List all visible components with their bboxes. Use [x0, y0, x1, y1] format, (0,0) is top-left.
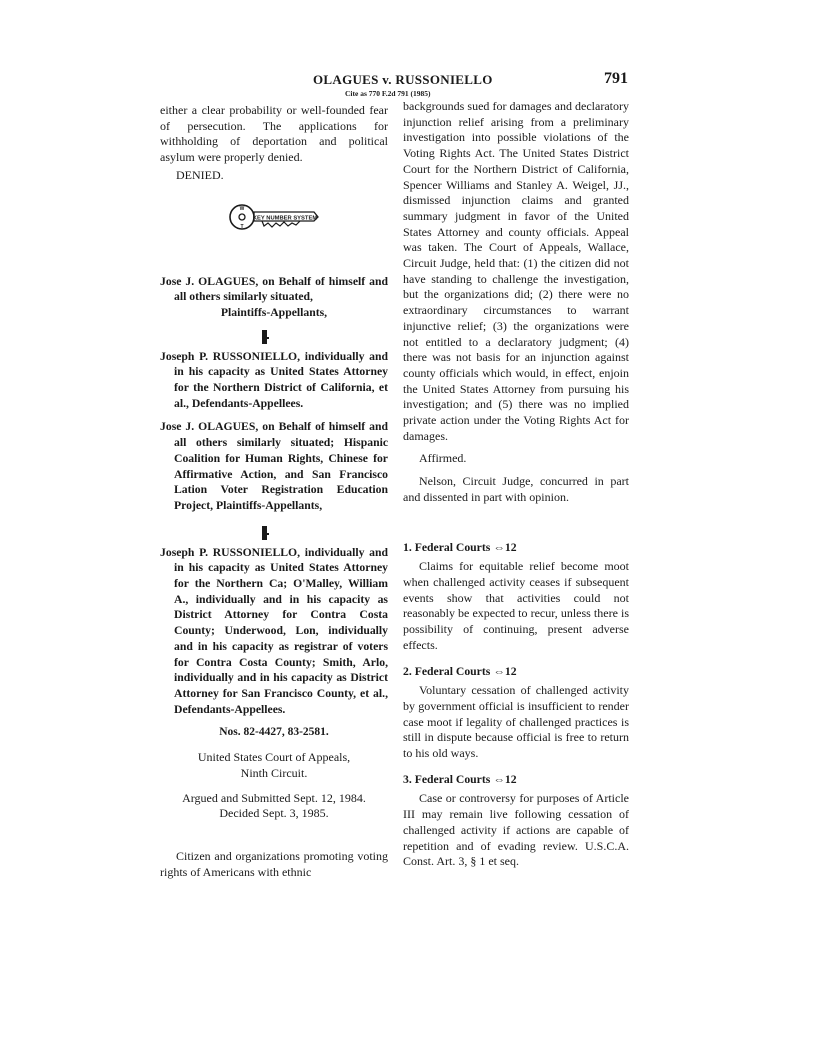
headnote-1	[403, 540, 629, 654]
argued-date: Argued and Submitted Sept. 12, 1984.	[182, 790, 366, 805]
versus-separator-2	[160, 524, 388, 542]
versus-mark	[262, 330, 267, 344]
headnote-text: Voluntary cessation of challenged activity by government official is insufficient to render case moot if legality of challenged practices is still in dispute because official is free to return to his old ways.	[403, 683, 629, 761]
running-head: OLAGUES v. RUSSONIELLO	[313, 72, 493, 87]
headnote-title: 3. Federal Courts ⇔12	[403, 772, 517, 786]
synopsis-continued: backgrounds sued for damages and declaratory injunction relief arising from a preliminary investigation into possible violations of the Voting Rights Act. The United States District Court for the Northern District of California, Spencer Williams and Stanley A. Weigel, JJ., dismissed injunction claims and granted summary judgment in favor of the United States Attorney and county officials. Appeal was taken. The Court of Appeals, Wallace, Circuit Judge, held that: (1) the citizen did not have standing to challenge the investigation, but the organizations did; (2) there were no extraordinary circumstances to warrant injunctive relief; (3) the organizations were not entitled to a declaratory judgment; (4) there was not basis for an injunction against county officials which would, in effect, enjoin the United States Attorney from pursuing his investigation; and (5) there was no implied private action under the Voting Rights Act for damages.	[403, 99, 629, 443]
right-column	[403, 99, 629, 870]
synopsis-start: Citizen and organizations promoting voting rights of Americans with ethnic	[160, 848, 388, 879]
party-plaintiff-2: Jose J. OLAGUES, on Behalf of himself and all others similarly situated; Hispanic Coalition for Human Rights, Chinese for Affirmative Action, and San Francisco Lation Voter Registration Education Project, Plaintiffs-Appellants,	[160, 420, 388, 512]
prior-case-conclusion: either a clear probability or well-founded fear of persecution. The applications for withholding of deportation and political asylum were properly denied.	[160, 103, 388, 165]
party-plaintiff-1-role: Plaintiffs-Appellants,	[220, 305, 328, 319]
concurrence-note: Nelson, Circuit Judge, concurred in part and dissented in part with opinion.	[403, 474, 629, 504]
party-defendant-2: Joseph P. RUSSONIELLO, individually and in his capacity as United States Attorney for the Northern Ca; O'Malley, William A., individually and in his capacity as District Attorney for Contra Costa County; Underwood, Lon, individually and in his capacity as registrar of voters for Contra Costa County; Smith, Arlo, individually and in his capacity as District Attorney for San Francisco County, et al., Defendants-Appellees.	[160, 545, 388, 716]
page-number: 791	[604, 70, 628, 87]
citation-line: Cite as 770 F.2d 791 (1985)	[345, 89, 431, 98]
court-name: United States Court of Appeals,	[197, 750, 351, 765]
svg-text:W: W	[239, 205, 245, 212]
disposition-affirmed: Affirmed.	[419, 451, 467, 466]
left-column	[160, 103, 388, 880]
key-icon	[228, 200, 320, 234]
versus-separator-1	[160, 328, 388, 346]
decided-date: Decided Sept. 3, 1985.	[219, 806, 329, 821]
party-plaintiff-1: Jose J. OLAGUES, on Behalf of himself and all others similarly situated,	[160, 274, 388, 304]
key-logo-text: KEY NUMBER SYSTEM	[252, 214, 318, 221]
headnote-text: Claims for equitable relief become moot when challenged activity ceases if subsequent events show that activities could not reasonably be expected to recur, unless there is possibility of continuing, present adverse effects.	[403, 559, 629, 652]
headnote-3	[403, 772, 629, 870]
party-defendant-1: Joseph P. RUSSONIELLO, individually and in his capacity as United States Attorney for the Northern District of California, et al., Defendants-Appellees.	[160, 349, 388, 410]
docket-numbers: Nos. 82-4427, 83-2581.	[219, 726, 329, 739]
versus-mark	[262, 526, 267, 540]
headnote-text: Case or controversy for purposes of Article III may remain live following cessation of challenged activity if actions are capable of repetition and of evading review. U.S.C.A. Const. Art. 3, § 1 et seq.	[403, 791, 629, 869]
headnote-2	[403, 664, 629, 762]
headnote-title: 1. Federal Courts ⇔12	[403, 540, 517, 554]
svg-text:T: T	[240, 223, 244, 230]
circuit-name: Ninth Circuit.	[240, 765, 308, 780]
prior-case-disposition: DENIED.	[176, 167, 224, 182]
headnote-title: 2. Federal Courts ⇔12	[403, 664, 517, 678]
key-number-system-logo	[160, 200, 388, 236]
